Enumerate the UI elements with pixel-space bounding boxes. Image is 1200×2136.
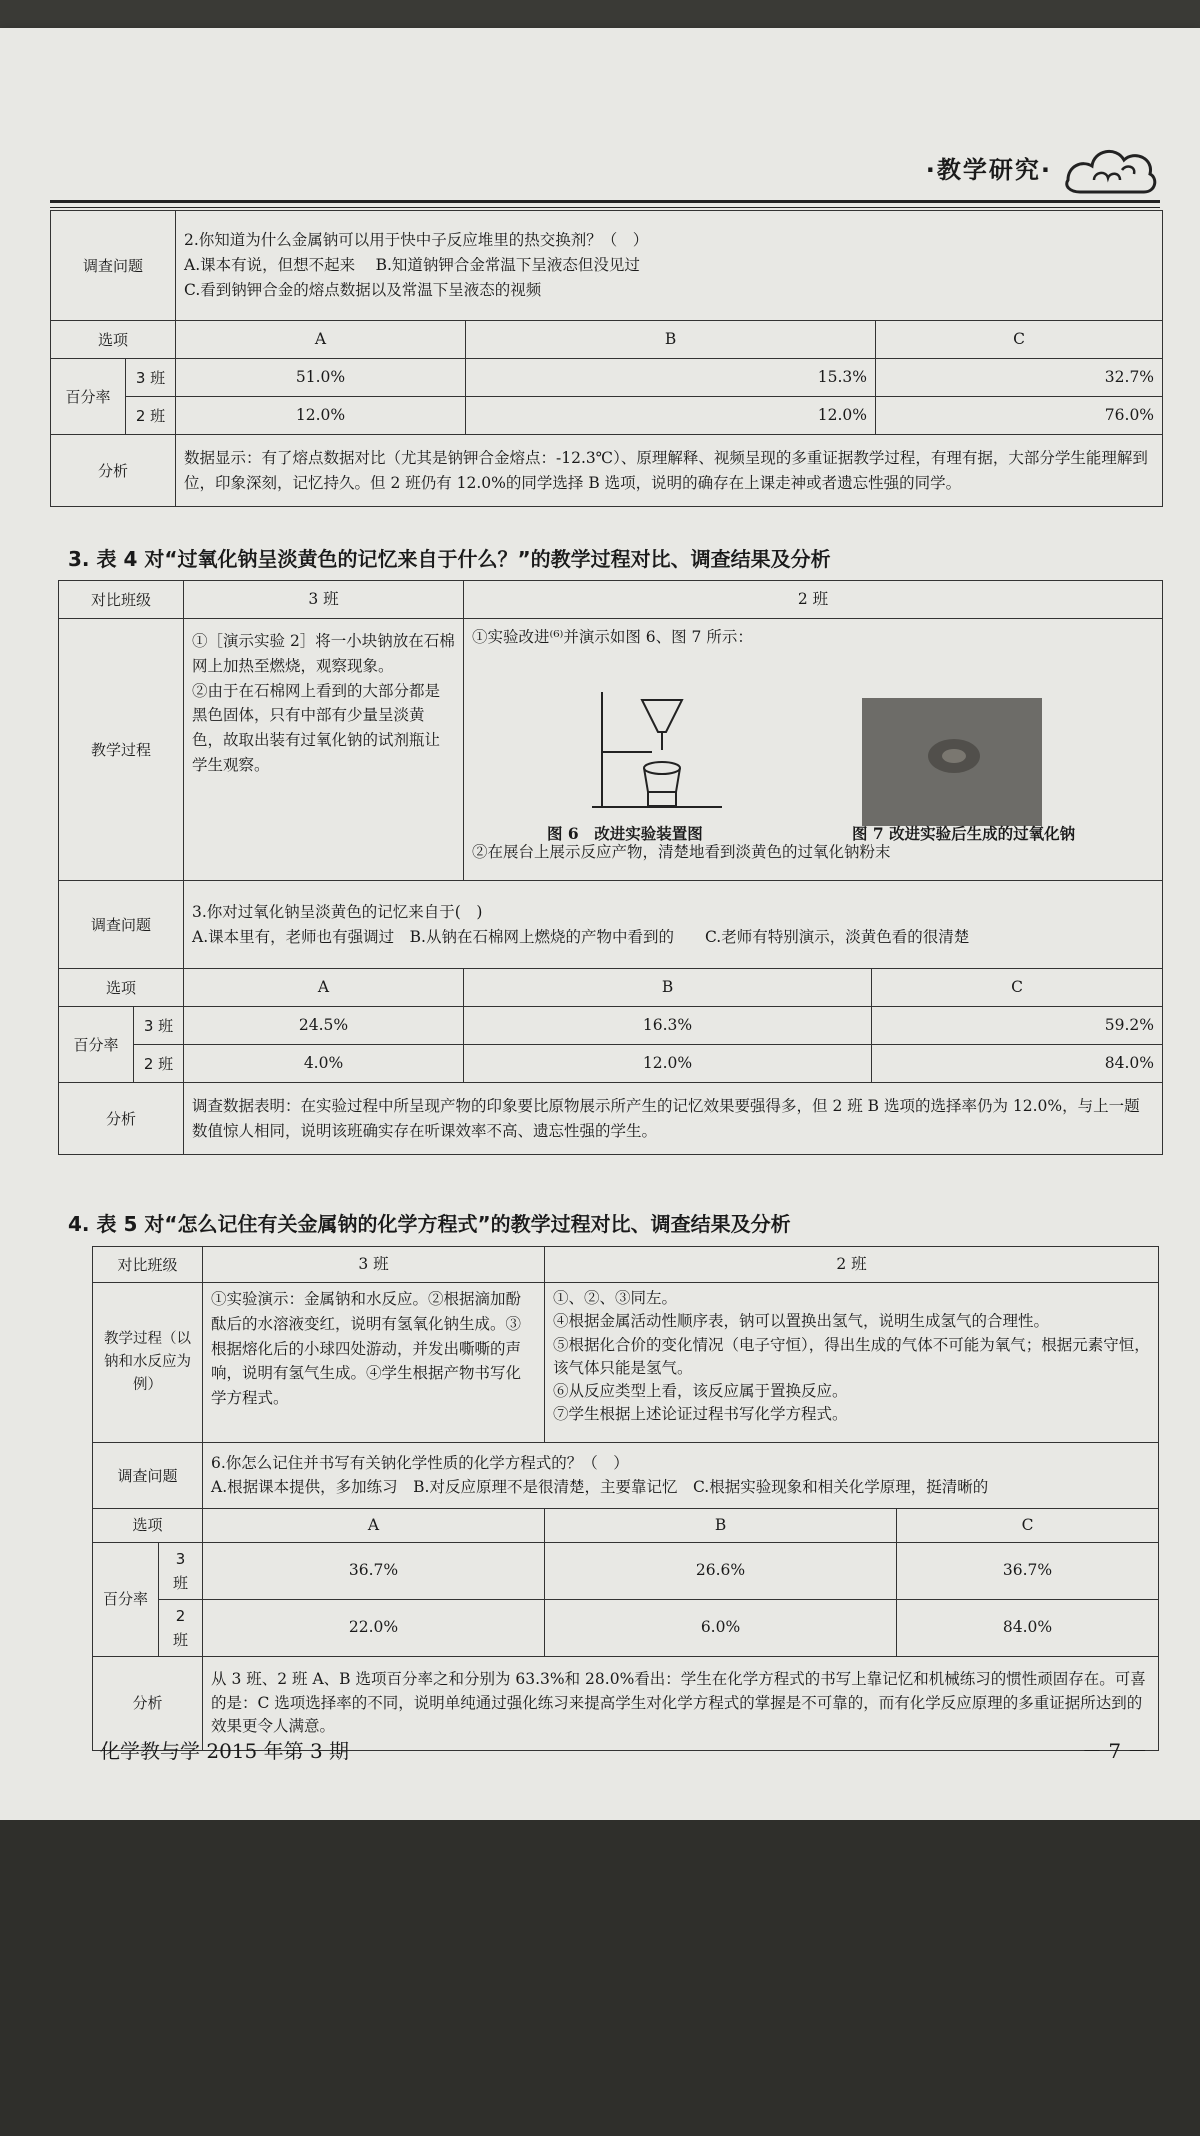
class-3-process: ①实验演示：金属钠和水反应。②根据滴加酚酞后的水溶液变红，说明有氢氧化钠生成。③根据熔化后的小球四处游动，并发出嘶嘶的声响，说明有氢气生成。④学生根据产物书写化学方程式。 [203,1283,545,1443]
class3-a: 36.7% [203,1542,545,1599]
class3-c: 36.7% [897,1542,1159,1599]
class3-a: 51.0% [176,359,466,397]
class-2-label: 2 班 [134,1045,184,1083]
process-step: ②在展台上展示反应产物，清楚地看到淡黄色的过氧化钠粉末 [472,842,891,861]
page-number: － 7 － [1082,1739,1148,1763]
class3-b: 26.6% [545,1542,897,1599]
survey-table-q2 [50,210,1163,507]
question-text: 6.你怎么记住并书写有关钠化学性质的化学方程式的？（ ） [211,1454,629,1473]
analysis-text: 数据显示：有了熔点数据对比（尤其是钠钾合金熔点：-12.3℃）、原理解释、视频呈现的多重证据教学过程，有理有据，大部分学生能理解到位，印象深刻，记忆持久。但 2 班仍有 12.0%的同学选择 B 选项，说明的确存在上课走神或者遗忘性强的同学。 [176,435,1163,507]
compare-class-label: 对比班级 [93,1247,203,1283]
figure-7-caption: 图 7 改进实验后生成的过氧化钠 [852,823,1076,843]
class3-b: 16.3% [464,1007,872,1045]
class2-a: 12.0% [176,397,466,435]
class3-b: 15.3% [466,359,876,397]
class-3-label: 3 班 [126,359,176,397]
table-5 [92,1246,1159,1751]
option-b: B [466,321,876,359]
apparatus-figure [582,692,732,812]
question-text: 3.你对过氧化钠呈淡黄色的记忆来自于( ) [192,902,483,921]
process-label: 教学过程（以钠和水反应为例） [93,1283,203,1443]
option-line: A.课本有说，但想不起来 B.知道钠钾合金常温下呈液态但没见过 [184,256,640,275]
process-step: ①［演示实验 2］将一小块钠放在石棉网上加热至燃烧，观察现象。 [192,632,455,675]
options-label: 选项 [59,969,184,1007]
class-2-header: 2 班 [464,581,1163,619]
analysis-text: 调查数据表明：在实验过程中所呈现产物的印象要比原物展示所产生的记忆效果要强得多，但 2 班 B 选项的选择率仍为 12.0%，与上一题数值惊人相同，说明该班确实存在听课效率不高、遗忘性强的学生。 [184,1083,1163,1155]
section-3-heading: 3. 表 4 对“过氧化钠呈淡黄色的记忆来自于什么？”的教学过程对比、调查结果及分析 [68,547,831,571]
class2-b: 6.0% [545,1599,897,1656]
process-step: ⑦学生根据上述论证过程书写化学方程式。 [553,1405,848,1424]
class2-b: 12.0% [466,397,876,435]
sodium-peroxide-residue-icon [862,698,1042,826]
class-3-header: 3 班 [184,581,464,619]
question-label: 调查问题 [59,881,184,969]
journal-footer: 化学教与学 2015 年第 3 期 [100,1739,350,1763]
option-a: A [176,321,466,359]
class3-c: 32.7% [876,359,1163,397]
class2-a: 4.0% [184,1045,464,1083]
question-label: 调查问题 [51,211,176,321]
analysis-text: 从 3 班、2 班 A、B 选项百分率之和分别为 63.3%和 28.0%看出：学生在化学方程式的书写上靠记忆和机械练习的惯性顽固存在。可喜的是：C 选项选择率的不同，说明单纯通过强化练习来提高学生对化学方程式的掌握是不可靠的，而有化学反应原理的多重证据所达到的效果更令人满意。 [203,1656,1159,1750]
class2-c: 76.0% [876,397,1163,435]
option-line: C.看到钠钾合金的熔点数据以及常温下呈液态的视频 [184,280,542,299]
analysis-label: 分析 [51,435,176,507]
analysis-label: 分析 [93,1656,203,1750]
class-3-label: 3 班 [134,1007,184,1045]
percentage-label: 百分率 [59,1007,134,1083]
section-title: ·教学研究· [925,156,1052,184]
class2-c: 84.0% [872,1045,1163,1083]
percentage-label: 百分率 [51,359,126,435]
process-intro: ①实验改进⁽⁶⁾并演示如图 6、图 7 所示： [472,628,753,646]
option-c: C [897,1509,1159,1543]
page-header [50,108,1160,203]
option-a: A [203,1509,545,1543]
question-cell [176,211,1163,321]
question-text: 2.你知道为什么金属钠可以用于快中子反应堆里的热交换剂？（ ） [184,231,649,250]
class2-a: 22.0% [203,1599,545,1656]
product-photo [862,698,1042,826]
process-step: ⑤根据化合价的变化情况（电子守恒），得出生成的气体不可能为氧气；根据元素守恒，该气体只能是氢气。 [553,1335,1150,1377]
class3-a: 24.5% [184,1007,464,1045]
percentage-label: 百分率 [93,1542,159,1656]
table-4 [58,580,1163,1155]
options-label: 选项 [51,321,176,359]
process-label: 教学过程 [59,619,184,881]
journal-page [0,28,1200,1820]
class2-c: 84.0% [897,1599,1159,1656]
figure-area [472,650,1154,843]
compare-class-label: 对比班级 [59,581,184,619]
option-c: C [876,321,1163,359]
class3-c: 59.2% [872,1007,1163,1045]
cloud-ornament-icon [1060,136,1160,202]
question-label: 调查问题 [93,1443,203,1509]
class-2-process [464,619,1163,881]
process-step: ②由于在石棉网上看到的大部分都是黑色固体，只有中部有少量呈淡黄色，故取出装有过氧化钠的试剂瓶让学生观察。 [192,681,441,774]
class-2-label: 2 班 [159,1599,203,1656]
question-cell [184,881,1163,969]
class2-b: 12.0% [464,1045,872,1083]
option-a: A [184,969,464,1007]
section-4-heading: 4. 表 5 对“怎么记住有关金属钠的化学方程式”的教学过程对比、调查结果及分析 [68,1212,791,1236]
process-step: ④根据金属活动性顺序表，钠可以置换出氢气，说明生成氢气的合理性。 [553,1312,1050,1331]
background-surface [0,1820,1200,2136]
class-3-process [184,619,464,881]
figure-6-caption: 图 6 改进实验装置图 [547,823,703,843]
class-3-label: 3 班 [159,1542,203,1599]
process-step: ①、②、③同左。 [553,1289,678,1307]
process-step: ⑥从反应类型上看，该反应属于置换反应。 [553,1382,848,1400]
options-label: 选项 [93,1509,203,1543]
option-b: B [464,969,872,1007]
class-2-process [545,1283,1159,1443]
class-2-label: 2 班 [126,397,176,435]
class-3-header: 3 班 [203,1247,545,1283]
class-2-header: 2 班 [545,1247,1159,1283]
option-c: C [872,969,1163,1007]
question-cell [203,1443,1159,1509]
option-line: A.根据课本提供，多加练习 B.对反应原理不是很清楚，主要靠记忆 C.根据实验现象和相关化学原理，挺清晰的 [211,1477,989,1496]
option-b: B [545,1509,897,1543]
option-line: A.课本里有，老师也有强调过 B.从钠在石棉网上燃烧的产物中看到的 C.老师有特别演示，淡黄色看的很清楚 [192,927,970,946]
analysis-label: 分析 [59,1083,184,1155]
